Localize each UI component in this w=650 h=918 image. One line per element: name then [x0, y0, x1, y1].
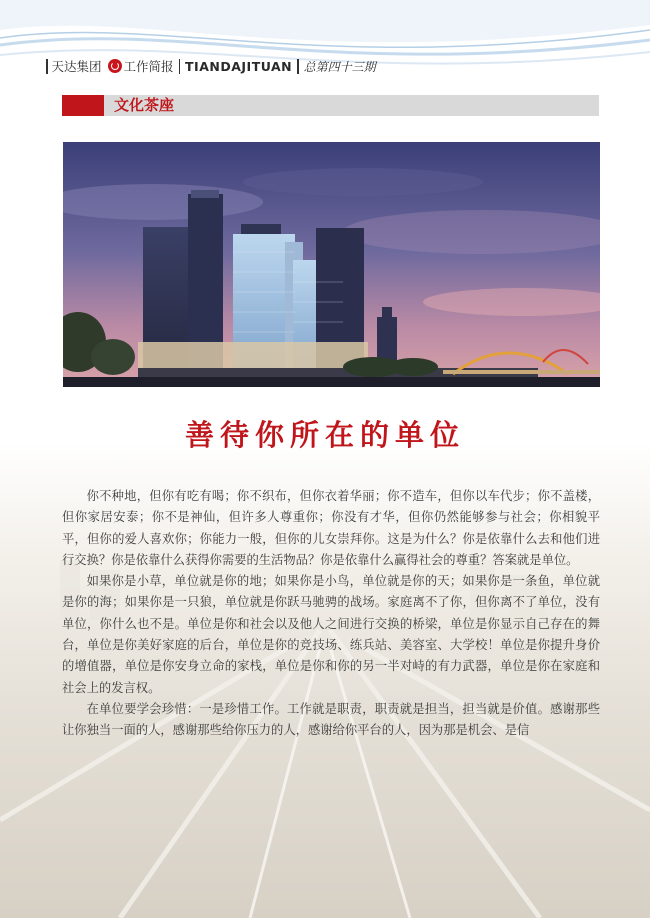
- article-paragraph: 你不种地，但你有吃有喝；你不织布，但你衣着华丽；你不造车，但你以车代步；你不盖楼，但你家居安泰；你不是神仙，但许多人尊重你；你没有才华，但你仍然能够参与社会；你相貌平平，但你的爱人喜欢你；你能力一般，但你的儿女崇拜你。这是为什么？你是依靠什么去和他们进行交换？你是依靠什么获得你需要的生活物品？你是依靠什么赢得社会的尊重？答案就是单位。: [62, 489, 600, 567]
- section-accent-block: [62, 95, 104, 116]
- company-name: 天达集团: [51, 59, 102, 74]
- article-paragraph: 如果你是小草，单位就是你的地；如果你是小鸟，单位就是你的天；如果你是一条鱼，单位就是你的海；如果你是一只狼，单位就是你跃马驰骋的战场。家庭离不了你，但你离不了单位，没有单位，你什么也不是。单位是你和社会以及他人之间进行交换的桥梁，单位是你显示自己存在的舞台，单位是你美好家庭的后台，单位是你的竞技场、练兵站、美容室、大学校！单位是你提升身价的增值器，单位是你安身立命的家栈，单位是你和你的另一半对峙的有力武器，单位是你在家庭和社会上的发言权。: [62, 574, 600, 695]
- city-skyline-photo: [63, 142, 600, 387]
- article-paragraph: 在单位要学会珍惜：一是珍惜工作。工作就是职责，职责就是担当，担当就是价值。感谢那些让你独当一面的人，感谢那些给你压力的人，感谢给你平台的人，因为那是机会、是信: [62, 701, 600, 738]
- article-title: 善待你所在的单位: [184, 418, 465, 452]
- issue-number: 总第四十三期: [303, 59, 376, 74]
- newsletter-name: 工作简报: [123, 59, 174, 74]
- masthead-divider: [297, 59, 299, 74]
- masthead-divider: [46, 59, 48, 74]
- section-title: 文化茶座: [114, 96, 175, 114]
- brand-english-name: TIANDAJITUAN: [185, 58, 293, 74]
- article-body: [62, 486, 600, 742]
- header-wave-decoration: [0, 0, 650, 90]
- masthead: [46, 56, 376, 76]
- masthead-divider: [179, 59, 181, 74]
- company-logo-icon: [108, 59, 122, 73]
- section-header-bar: [62, 95, 599, 116]
